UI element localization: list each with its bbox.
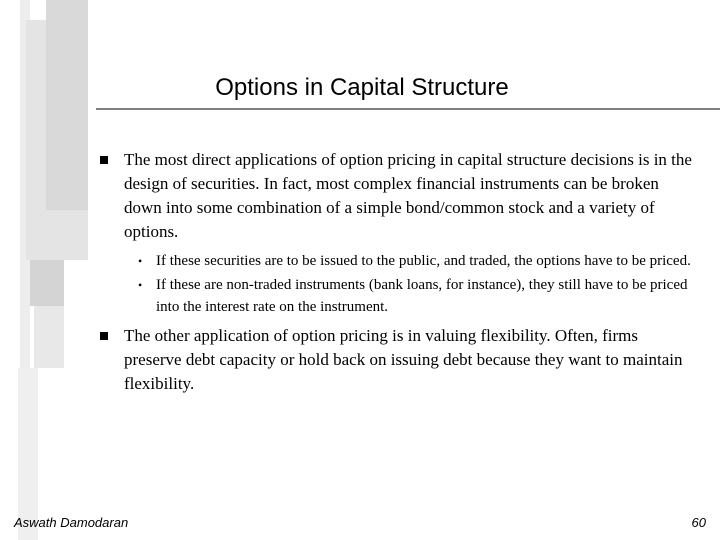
sub-bullet-item: [124, 250, 698, 272]
square-bullet-icon: [100, 332, 108, 340]
decorative-block: [46, 0, 88, 210]
bullet-list: [98, 148, 698, 402]
footer-author: Aswath Damodaran: [14, 515, 129, 530]
page-number: 60: [691, 515, 706, 530]
decorative-block: [34, 306, 64, 368]
dot-bullet-icon: •: [138, 254, 143, 268]
title-divider: [96, 108, 720, 110]
bullet-text: The other application of option pricing is in valuing flexibility. Often, firms preserve debt capacity or hold back on issuing debt because they want to maintain flexibility.: [124, 326, 683, 393]
sub-bullet-text: If these securities are to be issued to the public, and traded, the options have to be priced.: [156, 253, 691, 269]
sub-bullet-item: [124, 274, 698, 318]
dot-bullet-icon: •: [138, 278, 143, 292]
slide-title: Options in Capital Structure: [215, 74, 509, 101]
sub-bullet-list: [124, 250, 698, 318]
square-bullet-icon: [100, 156, 108, 164]
bullet-text: The most direct applications of option pricing in capital structure decisions is in the design of securities. In fact, most complex financial instruments can be broken down into some combination of a simple bond/common stock and a variety of options.: [124, 150, 692, 241]
decorative-block: [30, 260, 64, 306]
bullet-item: [98, 148, 698, 318]
bullet-item: [98, 324, 698, 396]
sub-bullet-text: If these are non-traded instruments (bank loans, for instance), they still have to be priced into the interest rate on the instrument.: [156, 277, 688, 315]
